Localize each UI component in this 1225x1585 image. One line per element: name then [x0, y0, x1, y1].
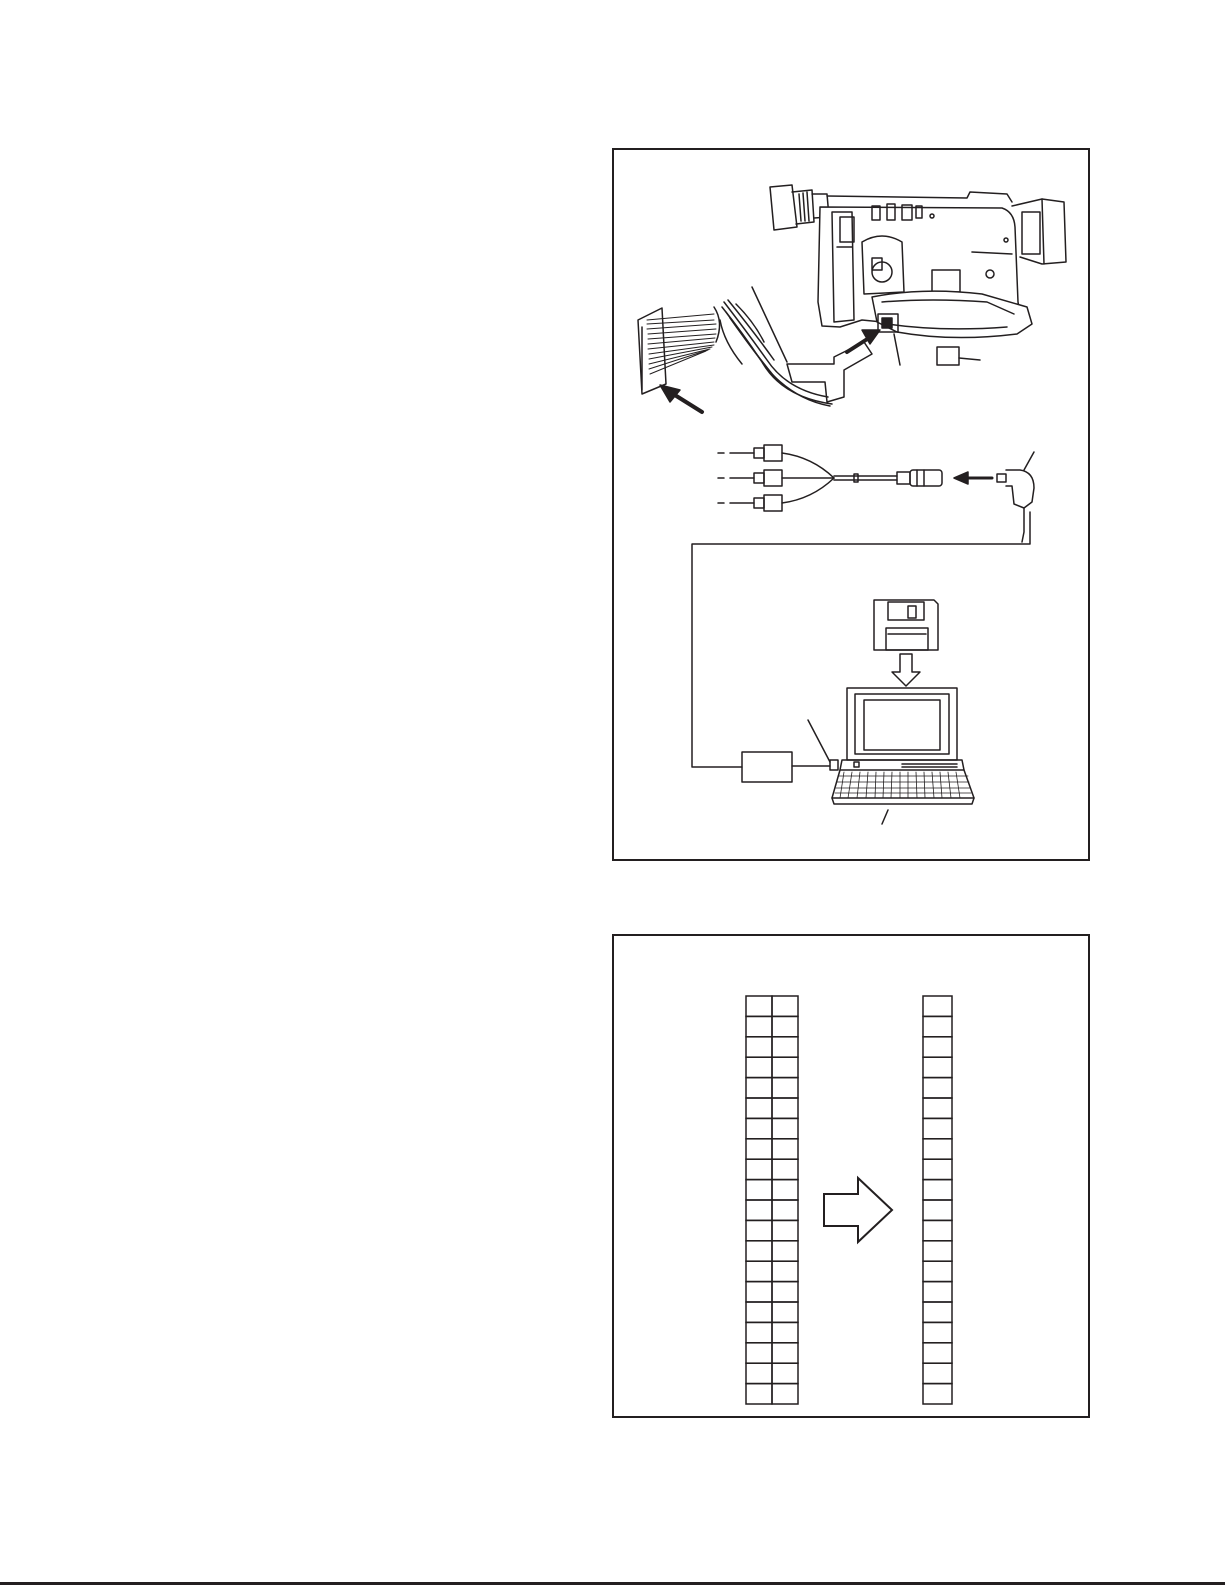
keyboard [835, 772, 971, 798]
right-table-cell [923, 1282, 952, 1302]
connection-diagram-frame [612, 148, 1090, 861]
right-table-cell [923, 1057, 952, 1077]
arrow-head-connector [660, 385, 680, 402]
left-table-cell [746, 1241, 772, 1261]
probe-clip-2 [718, 470, 834, 486]
left-table-cell [746, 1180, 772, 1200]
right-table-cell [923, 1200, 952, 1220]
probe-clip-1 [718, 445, 834, 478]
plug-leader-line [1024, 452, 1034, 470]
right-table-cell [923, 1220, 952, 1240]
right-table-cell [923, 1118, 952, 1138]
left-table-cell [772, 1384, 798, 1404]
connection-diagram [614, 150, 1092, 863]
left-table-cell [746, 1118, 772, 1138]
left-table-cell [772, 996, 798, 1016]
chip-leader-line [959, 358, 980, 360]
convert-arrow [824, 1178, 892, 1242]
control-chip [937, 347, 959, 365]
left-table-cell [746, 1363, 772, 1383]
left-table-cell [746, 1037, 772, 1057]
multi-pin-connector [638, 307, 720, 394]
left-table-cell [746, 1057, 772, 1077]
camcorder [770, 185, 1066, 338]
left-table-cell [772, 1078, 798, 1098]
right-table-cell [923, 1159, 952, 1179]
left-table-cell [746, 1220, 772, 1240]
right-table-cell [923, 1098, 952, 1118]
left-table-cell [772, 1241, 798, 1261]
personal-computer [832, 688, 974, 804]
table-conversion-diagram [614, 936, 1092, 1420]
insert-disk-arrow [892, 654, 920, 686]
jack-leader-line [894, 334, 900, 365]
probe-clip-3 [718, 478, 834, 511]
right-table-cell [923, 1302, 952, 1322]
left-table-cell [746, 1078, 772, 1098]
right-table-cell [923, 1016, 952, 1036]
table-conversion-frame [612, 934, 1090, 1418]
left-table-cell [746, 1016, 772, 1036]
right-table-cell [923, 1241, 952, 1261]
left-table-cell [772, 1180, 798, 1200]
left-table-cell [746, 996, 772, 1016]
left-table-cell [746, 1282, 772, 1302]
left-table-cell [746, 1302, 772, 1322]
port-leader-line [808, 720, 830, 762]
left-table-cell [772, 1118, 798, 1138]
right-table-cell [923, 1363, 952, 1383]
left-table-cell [746, 1384, 772, 1404]
left-table-cell [772, 1057, 798, 1077]
left-table-cell [772, 1037, 798, 1057]
left-table-cell [772, 1220, 798, 1240]
left-table-cell [772, 1343, 798, 1363]
left-table-cell [746, 1343, 772, 1363]
left-table-cell [746, 1322, 772, 1342]
left-table-cell [772, 1098, 798, 1118]
right-table-cell [923, 1261, 952, 1281]
left-table-cell [772, 1200, 798, 1220]
right-table-cell [923, 1180, 952, 1200]
left-table-cell [746, 1139, 772, 1159]
left-data-table [746, 996, 798, 1404]
right-table-cell [923, 1037, 952, 1057]
right-table-cell [923, 1078, 952, 1098]
right-table-cell [923, 1139, 952, 1159]
adaptor-leader-line [752, 287, 787, 362]
left-table-cell [746, 1159, 772, 1179]
left-table-cell [772, 1322, 798, 1342]
left-table-cell [772, 1016, 798, 1036]
left-table-cell [772, 1159, 798, 1179]
left-table-cell [772, 1139, 798, 1159]
left-table-cell [746, 1200, 772, 1220]
pc-leader-line [882, 810, 888, 824]
left-table-cell [772, 1261, 798, 1281]
right-table-cell [923, 996, 952, 1016]
left-table-cell [772, 1282, 798, 1302]
left-table-cell [746, 1098, 772, 1118]
pin-terminal-cable [718, 445, 942, 511]
interface-box [742, 752, 792, 782]
left-table-cell [746, 1261, 772, 1281]
left-table-cell [772, 1302, 798, 1322]
left-table-cell [772, 1363, 798, 1383]
pc-link-plug [830, 760, 838, 770]
right-table-cell [923, 1322, 952, 1342]
right-data-table [923, 996, 952, 1404]
right-table-cell [923, 1343, 952, 1363]
plug [997, 470, 1034, 542]
right-table-cell [923, 1384, 952, 1404]
floppy-disk-icon [874, 600, 938, 650]
